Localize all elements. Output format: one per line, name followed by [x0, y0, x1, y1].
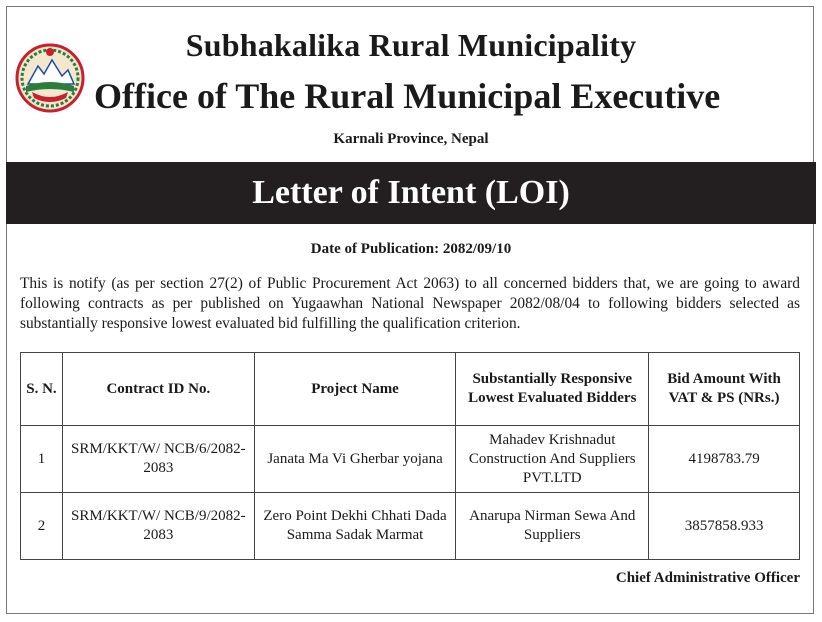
cell-bidder: Anarupa Nirman Sewa And Suppliers [456, 493, 649, 560]
table-row [21, 426, 800, 493]
table-row [21, 493, 800, 560]
table-header-row [21, 353, 800, 426]
cell-project-name: Janata Ma Vi Gherbar yojana [254, 426, 456, 493]
province-location: Karnali Province, Nepal [333, 131, 489, 147]
cell-contract-id: SRM/KKT/W/ NCB/9/2082-2083 [62, 493, 254, 560]
cell-project-name: Zero Point Dekhi Chhati Dada Samma Sadak Marmat [254, 493, 456, 560]
signatory-title: Chief Administrative Officer [615, 570, 800, 586]
notice-paragraph: This is notify (as per section 27(2) of Public Procurement Act 2063) to all concerned bidders that, we are going to award following contracts as per published on Yugaawhan National Newspaper 2082/08/04 to following bidders selected as substantially responsive lowest evaluated bid fulfilling the qualification criterion. [20, 275, 800, 332]
loi-title-banner: Letter of Intent (LOI) [6, 162, 816, 224]
cell-sn: 1 [21, 426, 63, 493]
header-project-name: Project Name [254, 353, 456, 426]
contracts-table [20, 352, 800, 560]
cell-bid-amount: 4198783.79 [649, 426, 800, 493]
cell-bidder: Mahadev Krishnadut Construction And Suppliers PVT.LTD [456, 426, 649, 493]
cell-bid-amount: 3857858.933 [649, 493, 800, 560]
header-bidder: Substantially Responsive Lowest Evaluated Bidders [456, 353, 649, 426]
office-name: Office of The Rural Municipal Executive [94, 76, 721, 116]
municipality-name: Subhakalika Rural Municipality [185, 27, 637, 63]
publication-date: Date of Publication: 2082/09/10 [310, 241, 512, 257]
cell-contract-id: SRM/KKT/W/ NCB/6/2082-2083 [62, 426, 254, 493]
header-contract-id: Contract ID No. [62, 353, 254, 426]
header-bid-amount: Bid Amount With VAT & PS (NRs.) [649, 353, 800, 426]
header-sn: S. N. [21, 353, 63, 426]
cell-sn: 2 [21, 493, 63, 560]
